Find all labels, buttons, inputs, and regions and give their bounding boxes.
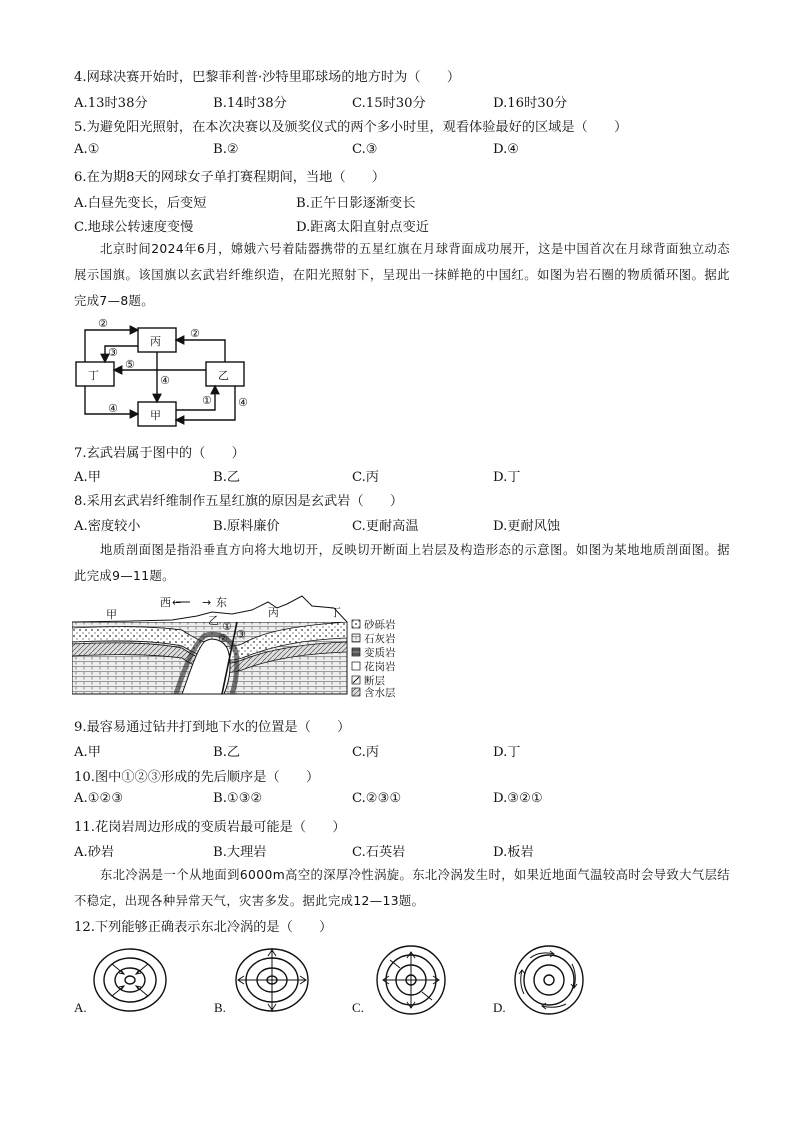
arrow-label: ④ bbox=[160, 374, 170, 387]
q8-option-b[interactable]: B.原料廉价 bbox=[213, 519, 280, 534]
vortex-diagram-b[interactable] bbox=[232, 944, 312, 1016]
q5-option-a[interactable]: A.① bbox=[74, 142, 100, 157]
q11-option-b[interactable]: B.大理岩 bbox=[213, 845, 267, 860]
q4-options bbox=[74, 92, 734, 110]
q10-option-b[interactable]: B.①③② bbox=[213, 791, 263, 806]
q11-option-a[interactable]: A.砂岩 bbox=[74, 845, 115, 860]
legend-granite: 花岗岩 bbox=[364, 661, 396, 673]
q10-options bbox=[74, 791, 734, 809]
q5-option-b[interactable]: B.② bbox=[213, 142, 239, 157]
arrow-label: ① bbox=[202, 394, 212, 407]
q10-stem: 10.图中①②③形成的先后顺序是（ ） bbox=[74, 770, 320, 785]
profile-num-3: ③ bbox=[236, 628, 246, 641]
q11-options bbox=[74, 841, 734, 859]
q7-options bbox=[74, 466, 734, 484]
direction-west: 西 bbox=[160, 596, 171, 609]
q10-option-c[interactable]: C.②③① bbox=[352, 791, 402, 806]
legend-fault: 断层 bbox=[364, 675, 385, 687]
passage-geologic-profile: 地质剖面图是指沿垂直方向将大地切开，反映切开断面上岩层及构造形态的示意图。如图为某地地质剖面图。据此完成9—11题。 bbox=[74, 543, 730, 583]
q10-option-a[interactable]: A.①②③ bbox=[74, 791, 124, 806]
q8-stem: 8.采用玄武岩纤维制作五星红旗的原因是玄武岩（ ） bbox=[74, 494, 404, 509]
legend-metamorphic: 变质岩 bbox=[364, 647, 396, 659]
q8-option-c[interactable]: C.更耐高温 bbox=[352, 519, 419, 534]
q7-stem: 7.玄武岩属于图中的（ ） bbox=[74, 446, 245, 461]
profile-label-jia: 甲 bbox=[106, 608, 117, 621]
svg-text:←: ← bbox=[172, 596, 182, 609]
q4-stem: 4.网球决赛开始时，巴黎菲利普·沙特里耶球场的地方时为（ ） bbox=[74, 70, 461, 85]
vortex-diagram-d[interactable] bbox=[510, 942, 588, 1018]
q6-option-d[interactable]: D.距离太阳直射点变近 bbox=[296, 220, 429, 235]
vortex-diagram-c[interactable] bbox=[372, 942, 450, 1018]
q11-stem: 11.花岗岩周边形成的变质岩最可能是（ ） bbox=[74, 820, 346, 835]
box-yi-label: 乙 bbox=[218, 369, 229, 382]
q9-stem: 9.最容易通过钻井打到地下水的位置是（ ） bbox=[74, 720, 351, 735]
passage-basalt-flag: 北京时间2024年6月，嫦娥六号着陆器携带的五星红旗在月球背面成功展开，这是中国首次在月球背面独立动态展示国旗。该国旗以玄武岩纤维织造，在阳光照射下，呈现出一抹鲜艳的中国红。如图为岩石圈的物质循环图。据此完成7—8题。 bbox=[74, 242, 730, 308]
q12-option-d-label[interactable]: D. bbox=[493, 1000, 506, 1015]
q4-option-b[interactable]: B.14时38分 bbox=[213, 96, 287, 111]
box-ding-label: 丁 bbox=[88, 369, 99, 382]
box-bing-label: 丙 bbox=[150, 335, 161, 348]
q12-stem: 12.下列能够正确表示东北冷涡的是（ ） bbox=[74, 920, 333, 935]
q6-option-a[interactable]: A.白昼先变长，后变短 bbox=[74, 196, 207, 211]
q7-option-c[interactable]: C.丙 bbox=[352, 470, 379, 485]
q4-option-d[interactable]: D.16时30分 bbox=[493, 96, 568, 111]
profile-num-2: ② bbox=[218, 632, 228, 645]
profile-legend bbox=[352, 618, 396, 698]
q6-option-c[interactable]: C.地球公转速度变慢 bbox=[74, 220, 194, 235]
profile-label-bing: 丙 bbox=[268, 606, 279, 619]
arrow-label: ③ bbox=[108, 346, 118, 359]
q9-option-a[interactable]: A.甲 bbox=[74, 745, 101, 760]
q6-stem: 6.在为期8天的网球女子单打赛程期间，当地（ ） bbox=[74, 170, 386, 185]
q8-options bbox=[74, 515, 734, 533]
q10-option-d[interactable]: D.③②① bbox=[493, 791, 543, 806]
arrow-label: ④ bbox=[108, 402, 118, 415]
geologic-profile-diagram bbox=[72, 592, 432, 698]
vortex-diagram-a[interactable] bbox=[90, 944, 170, 1016]
q11-option-c[interactable]: C.石英岩 bbox=[352, 845, 406, 860]
arrow-label: ② bbox=[190, 327, 200, 340]
q8-option-d[interactable]: D.更耐风蚀 bbox=[493, 519, 561, 534]
profile-label-ding: 丁 bbox=[330, 606, 341, 619]
q5-stem: 5.为避免阳光照射，在本次决赛以及颁奖仪式的两个多小时里，观看体验最好的区域是（ ） bbox=[74, 120, 628, 135]
q12-option-a-label[interactable]: A. bbox=[74, 1000, 87, 1015]
profile-label-yi: 乙 bbox=[208, 614, 219, 627]
arrow-label: ⑤ bbox=[125, 358, 135, 371]
rock-cycle-diagram bbox=[70, 318, 250, 430]
q8-option-a[interactable]: A.密度较小 bbox=[74, 519, 141, 534]
q4-option-a[interactable]: A.13时38分 bbox=[74, 96, 148, 111]
q5-option-d[interactable]: D.④ bbox=[493, 142, 520, 157]
q9-options bbox=[74, 741, 734, 759]
svg-text:→: → bbox=[202, 596, 212, 609]
legend-sandstone: 砂砾岩 bbox=[364, 619, 396, 631]
q5-option-c[interactable]: C.③ bbox=[352, 142, 378, 157]
q9-option-d[interactable]: D.丁 bbox=[493, 745, 521, 760]
profile-num-1: ① bbox=[222, 620, 232, 633]
q6-option-b[interactable]: B.正午日影逐渐变长 bbox=[296, 196, 416, 211]
legend-limestone: 石灰岩 bbox=[364, 633, 396, 645]
q11-option-d[interactable]: D.板岩 bbox=[493, 845, 534, 860]
q9-option-c[interactable]: C.丙 bbox=[352, 745, 379, 760]
arrow-label: ② bbox=[98, 318, 108, 330]
q9-option-b[interactable]: B.乙 bbox=[213, 745, 241, 760]
q12-option-b-label[interactable]: B. bbox=[214, 1000, 226, 1015]
q5-options bbox=[74, 142, 734, 160]
q7-option-d[interactable]: D.丁 bbox=[493, 470, 521, 485]
q6-options-row1 bbox=[74, 192, 734, 210]
q4-option-c[interactable]: C.15时30分 bbox=[352, 96, 426, 111]
q6-options-row2 bbox=[74, 216, 734, 234]
q7-option-b[interactable]: B.乙 bbox=[213, 470, 241, 485]
passage-cold-vortex: 东北冷涡是一个从地面到6000m高空的深厚冷性涡旋。东北冷涡发生时，如果近地面气温较高时会导致大气层结不稳定，出现各种异常天气，灾害多发。据此完成12—13题。 bbox=[74, 868, 730, 908]
legend-aquifer: 含水层 bbox=[364, 687, 396, 698]
direction-east: 东 bbox=[216, 596, 227, 609]
q7-option-a[interactable]: A.甲 bbox=[74, 470, 101, 485]
q12-option-c-label[interactable]: C. bbox=[352, 1000, 364, 1015]
box-jia-label: 甲 bbox=[150, 409, 161, 422]
arrow-label: ④ bbox=[238, 396, 248, 409]
